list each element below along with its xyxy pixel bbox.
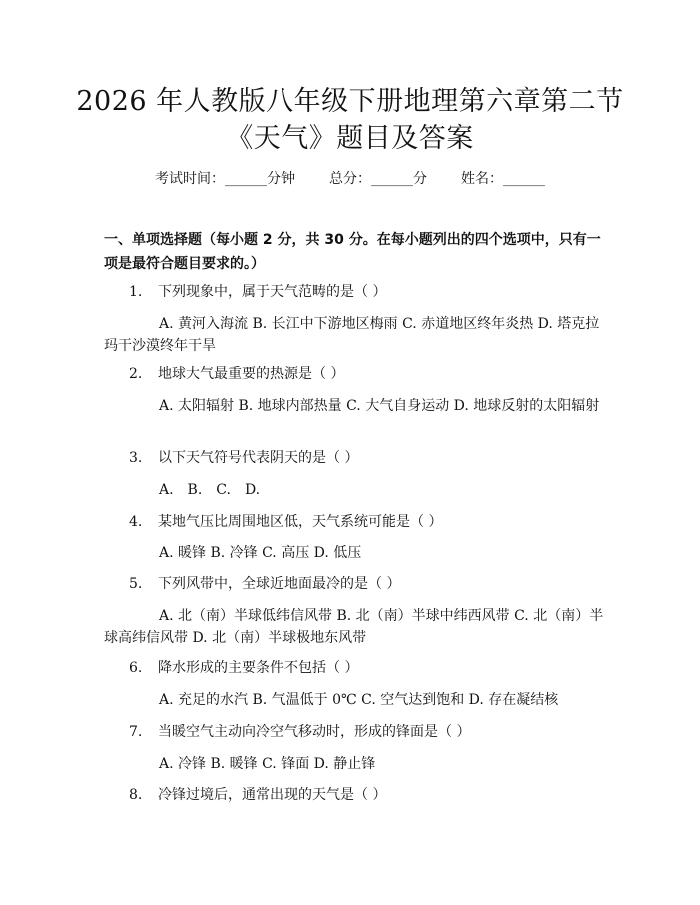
document-title-line-2: 《天气》题目及答案 [226,123,474,154]
exam-time-field: 考试时间：______分钟 [155,171,295,187]
question-text: 冷锋过境后，通常出现的天气是（ ） [158,787,387,803]
question-options: A. 黄河入海流 B. 长江中下游地区梅雨 C. 赤道地区终年炎热 D. 塔克拉玛干沙漠终年干旱 [104,316,600,354]
question-options: A. 太阳辐射 B. 地球内部热量 C. 大气自身运动 D. 地球反射的太阳辐射 [159,398,600,414]
question-options: A. 充足的水汽 B. 气温低于 0℃ C. 空气达到饱和 D. 存在凝结核 [159,692,559,708]
document-title-line-1: 2026 年人教版八年级下册地理第六章第二节 [76,86,624,117]
question-text: 以下天气符号代表阴天的是（ ） [158,450,359,466]
question-number: 3. [129,450,143,466]
student-name-field: 姓名：______ [461,171,545,187]
question-text: 降水形成的主要条件不包括（ ） [158,660,359,676]
question-text: 某地气压比周围地区低，天气系统可能是（ ） [158,514,443,530]
question-options: A. 冷锋 B. 暖锋 C. 锋面 D. 静止锋 [159,756,376,772]
question-number: 8. [129,787,143,803]
exam-info [0,168,700,188]
question-number: 4. [129,514,143,530]
question-options: A. 暖锋 B. 冷锋 C. 高压 D. 低压 [159,545,362,561]
question-number: 7. [129,724,143,740]
total-score-field: 总分：______分 [329,171,427,187]
question-number: 5. [129,576,143,592]
question-number: 6. [129,660,143,676]
question-text: 地球大气最重要的热源是（ ） [158,366,345,382]
question-number: 2. [129,366,143,382]
question-options: A. B. C. D. [159,482,261,498]
question-number: 1. [129,284,143,300]
question-text: 下列风带中，全球近地面最冷的是（ ） [158,576,401,592]
question-options: A. 北（南）半球低纬信风带 B. 北（南）半球中纬西风带 C. 北（南）半球高纬信风带 D. 北（南）半球极地东风带 [104,608,604,646]
question-text: 下列现象中，属于天气范畴的是（ ） [158,284,387,300]
section-heading: 一、单项选择题（每小题 2 分，共 30 分。在每小题列出的四个选项中，只有一项是最符合题目要求的。） [104,232,601,272]
question-text: 当暖空气主动向冷空气移动时，形成的锋面是（ ） [158,724,471,740]
